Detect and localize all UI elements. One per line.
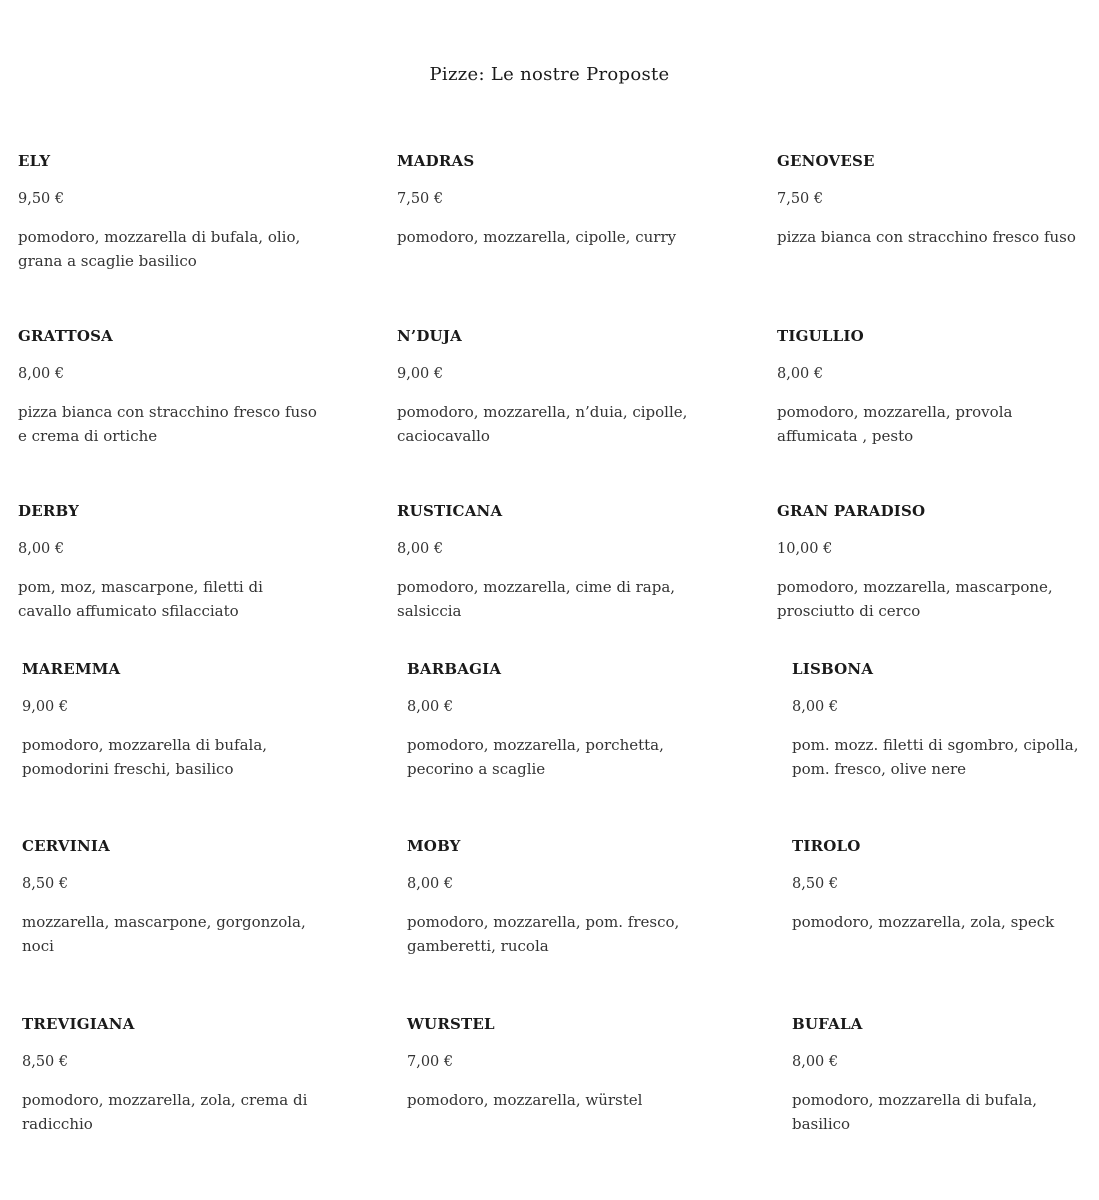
item-name: WURSTEL [407, 1015, 495, 1033]
menu-item [407, 659, 707, 781]
item-name: MAREMMA [22, 660, 121, 678]
menu-item [792, 659, 1092, 781]
item-price: 8,50 € [792, 876, 839, 892]
item-description: pomodoro, mozzarella, cime di rapa, salsiccia [397, 578, 676, 620]
item-price: 8,00 € [407, 699, 454, 715]
item-description: mozzarella, mascarpone, gorgonzola, noci [22, 913, 306, 955]
menu-item [407, 836, 707, 958]
item-description: pomodoro, mozzarella, n’duia, cipolle, caciocavallo [397, 403, 688, 445]
menu-item [397, 326, 697, 448]
item-price: 8,00 € [777, 366, 824, 382]
item-name: TIGULLIO [777, 327, 864, 345]
item-price: 7,50 € [777, 191, 824, 207]
item-description: pomodoro, mozzarella, porchetta, pecorino a scaglie [407, 736, 664, 778]
menu-item [18, 501, 318, 623]
item-price: 8,00 € [18, 366, 65, 382]
item-price: 7,00 € [407, 1054, 454, 1070]
item-name: TIROLO [792, 837, 861, 855]
menu-item [777, 326, 1077, 448]
item-price: 9,00 € [22, 699, 69, 715]
menu-item [18, 151, 318, 273]
item-description: pomodoro, mozzarella, zola, crema di radicchio [22, 1091, 308, 1133]
item-name: LISBONA [792, 660, 874, 678]
item-price: 8,50 € [22, 876, 69, 892]
item-description: pomodoro, mozzarella, cipolle, curry [397, 228, 677, 246]
item-name: GRATTOSA [18, 327, 114, 345]
item-description: pizza bianca con stracchino fresco fuso e crema di ortiche [18, 403, 317, 445]
menu-item [792, 836, 1092, 934]
menu-item [792, 1014, 1092, 1136]
menu-item [397, 151, 697, 249]
item-name: CERVINIA [22, 837, 110, 855]
item-price: 8,00 € [18, 541, 65, 557]
item-name: GENOVESE [777, 152, 875, 170]
item-price: 8,00 € [792, 699, 839, 715]
page-title: Pizze: Le nostre Proposte [429, 64, 670, 85]
item-price: 9,50 € [18, 191, 65, 207]
item-description: pomodoro, mozzarella, würstel [407, 1091, 643, 1109]
item-name: N’DUJA [397, 327, 462, 345]
menu-item [18, 326, 318, 448]
item-name: BARBAGIA [407, 660, 502, 678]
item-name: GRAN PARADISO [777, 502, 926, 520]
item-price: 8,50 € [22, 1054, 69, 1070]
item-description: pomodoro, mozzarella, zola, speck [792, 913, 1055, 931]
item-price: 8,00 € [792, 1054, 839, 1070]
item-name: TREVIGIANA [22, 1015, 135, 1033]
item-name: MOBY [407, 837, 461, 855]
item-price: 8,00 € [407, 876, 454, 892]
item-name: RUSTICANA [397, 502, 503, 520]
item-price: 9,00 € [397, 366, 444, 382]
item-description: pomodoro, mozzarella, provola affumicata , pesto [777, 403, 1013, 445]
item-name: ELY [18, 152, 51, 170]
item-description: pom. mozz. filetti di sgombro, cipolla, pom. fresco, olive nere [792, 736, 1079, 778]
menu-item [777, 501, 1077, 623]
menu-item [22, 836, 322, 958]
item-name: MADRAS [397, 152, 475, 170]
item-price: 8,00 € [397, 541, 444, 557]
menu-item [22, 659, 322, 781]
item-price: 10,00 € [777, 541, 833, 557]
item-description: pom, moz, mascarpone, filetti di cavallo affumicato sfilacciato [18, 578, 263, 620]
item-description: pizza bianca con stracchino fresco fuso [777, 228, 1076, 246]
item-description: pomodoro, mozzarella, pom. fresco, gamberetti, rucola [407, 913, 680, 955]
item-description: pomodoro, mozzarella di bufala, olio, grana a scaglie basilico [18, 228, 301, 270]
menu-item [777, 151, 1087, 249]
menu-item [22, 1014, 322, 1136]
item-description: pomodoro, mozzarella, mascarpone, prosciutto di cerco [777, 578, 1053, 620]
item-description: pomodoro, mozzarella di bufala, pomodorini freschi, basilico [22, 736, 268, 778]
item-price: 7,50 € [397, 191, 444, 207]
item-name: DERBY [18, 502, 80, 520]
item-name: BUFALA [792, 1015, 863, 1033]
menu-item [407, 1014, 707, 1112]
menu-item [397, 501, 697, 623]
item-description: pomodoro, mozzarella di bufala, basilico [792, 1091, 1038, 1133]
